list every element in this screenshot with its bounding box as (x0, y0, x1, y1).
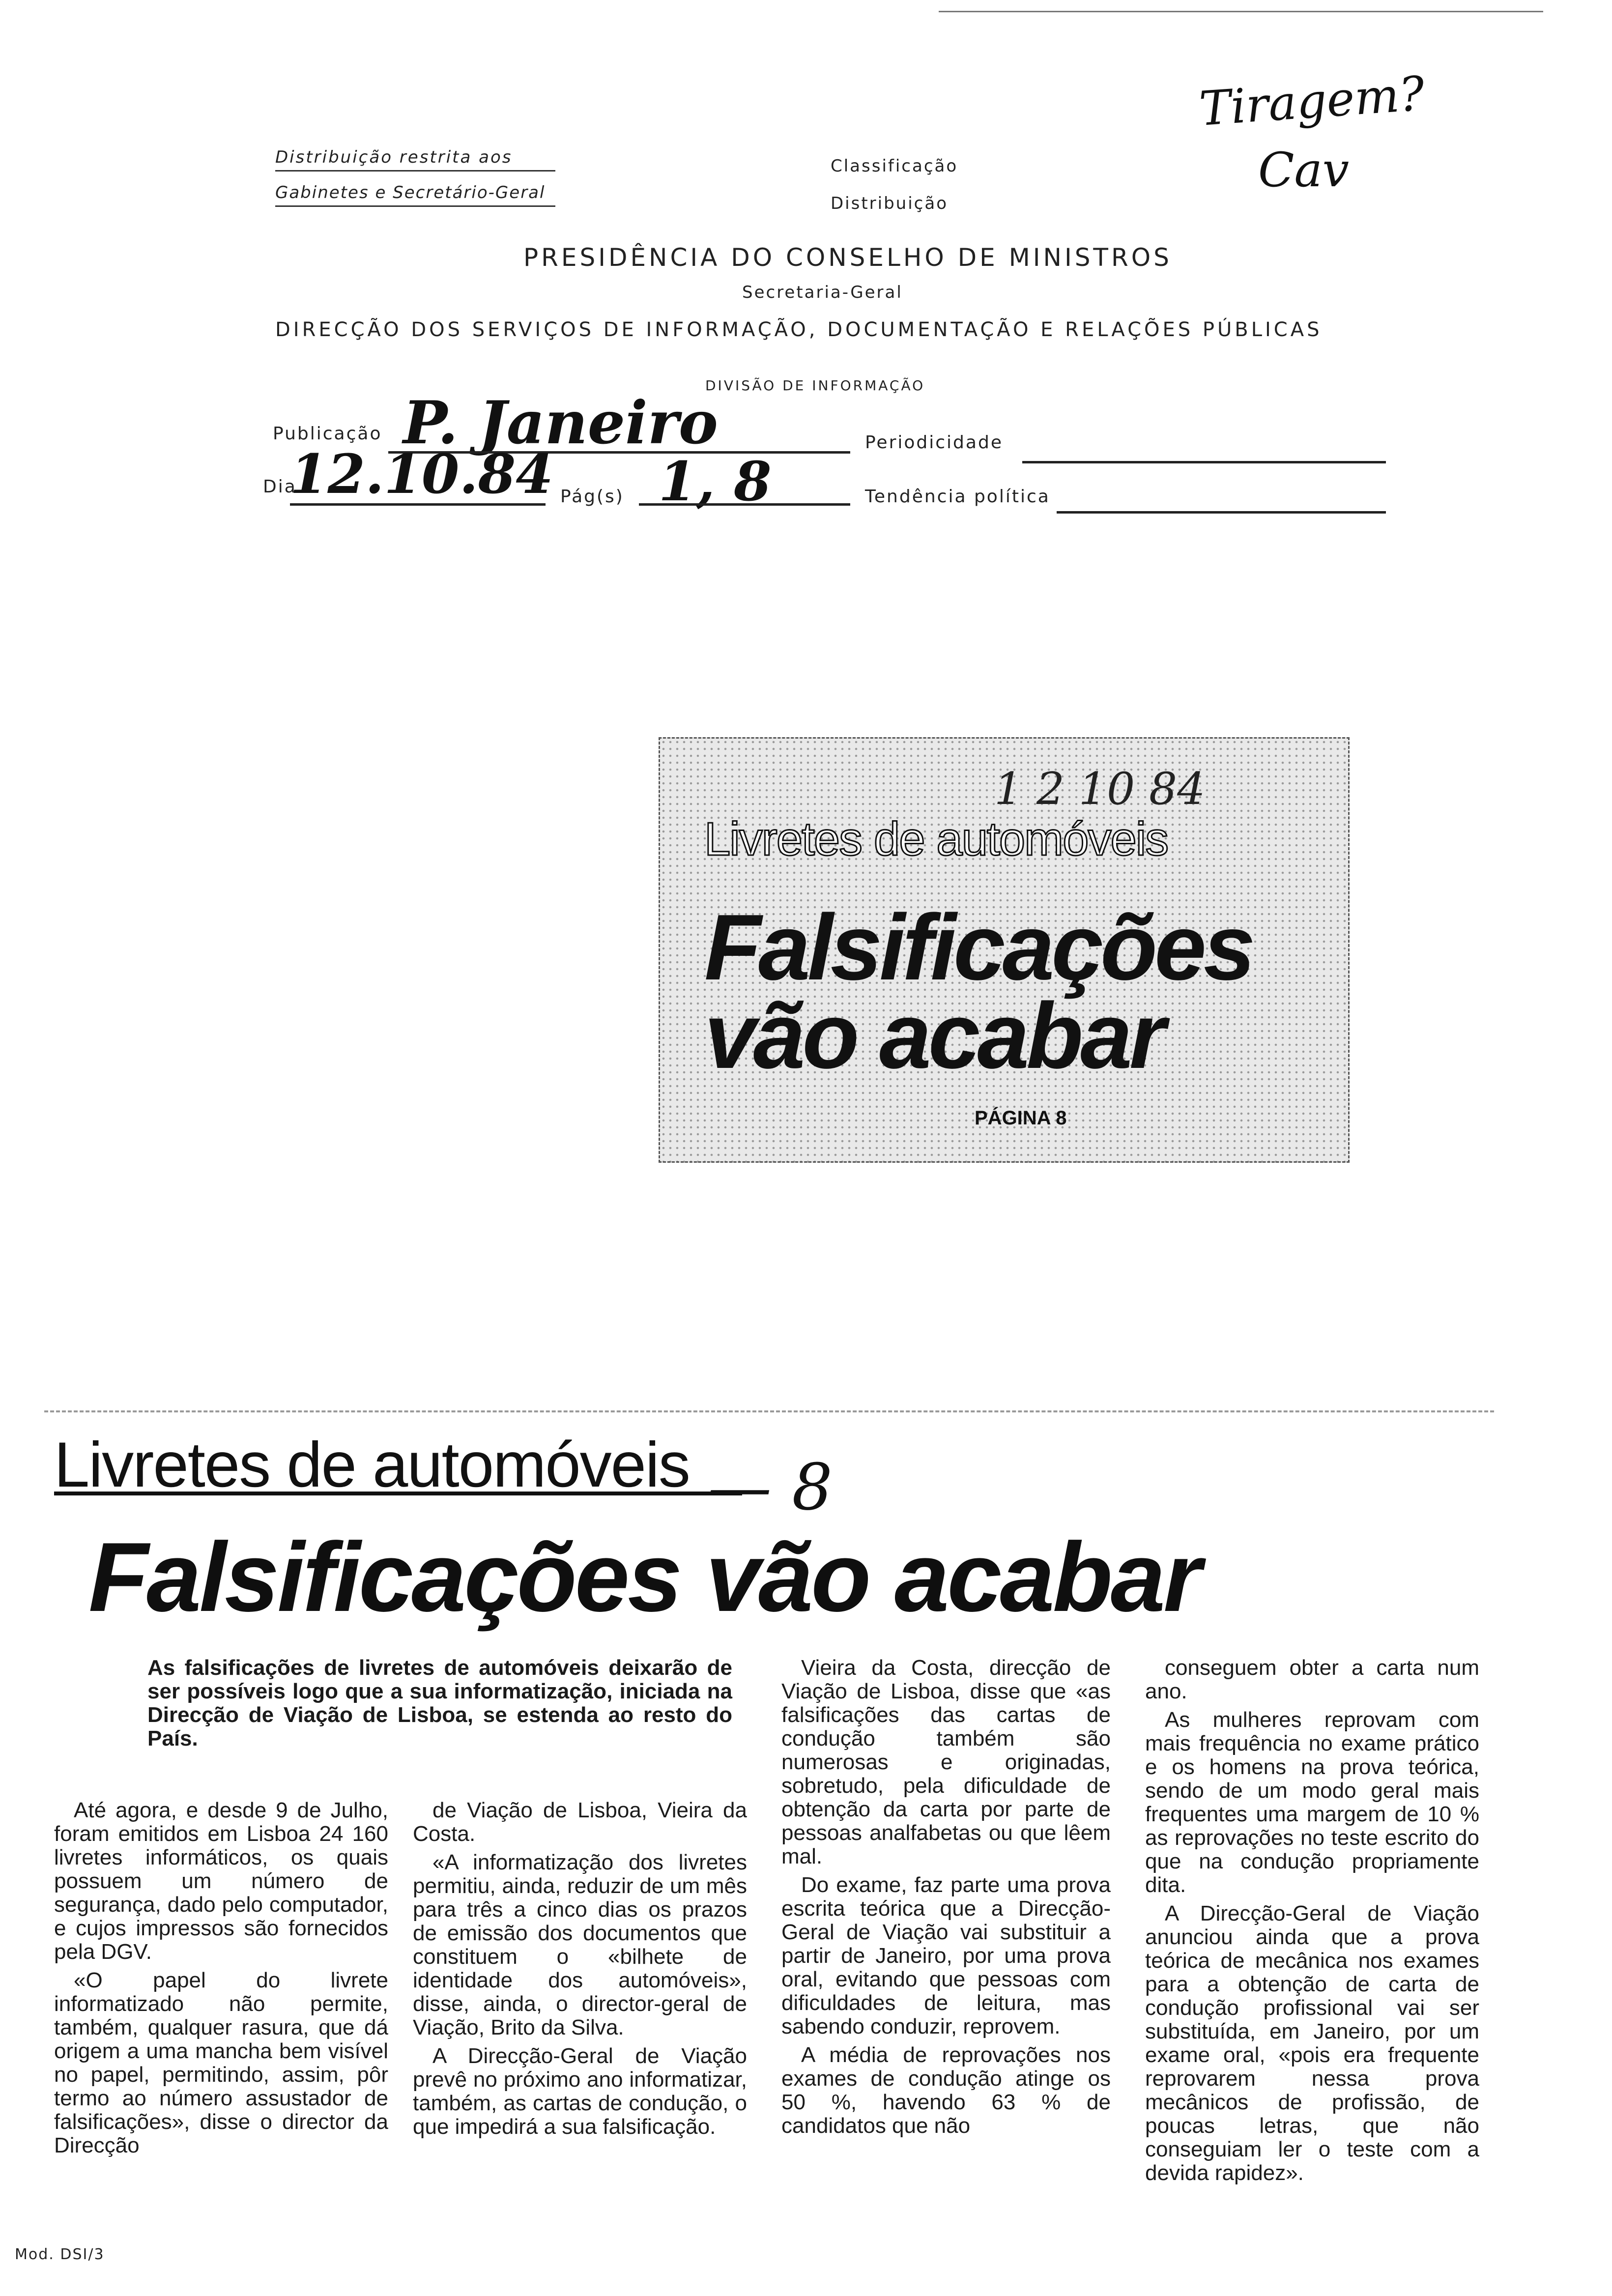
directorate-title: DIRECÇÃO DOS SERVIÇOS DE INFORMAÇÃO, DOCUMENTAÇÃO E RELAÇÕES PÚBLICAS (275, 318, 1323, 341)
pages-line (639, 503, 850, 506)
distribution-line-2: Gabinetes e Secretário-Geral (275, 183, 546, 202)
distribution-underline-2 (275, 205, 555, 207)
tendency-label: Tendência política (865, 487, 1050, 507)
col3-paragraph: Vieira da Costa, direcção de Viação de Lisboa, disse que «as falsificações das cartas de condução também são numerosas e originadas, sobretudo, pela dificuldade de obtenção da carta por parte de pessoas analfabetas ou que lêem mal. (781, 1656, 1111, 1868)
top-rule (939, 11, 1543, 12)
distribution-underline-1 (275, 170, 555, 172)
article-headline: Falsificações vão acabar (88, 1522, 1200, 1632)
handwritten-corner-note-2: Cav (1258, 143, 1349, 198)
distribution-label: Distribuição (831, 194, 949, 213)
tendency-line (1057, 511, 1386, 514)
article-lead: As falsificações de livretes de automóveis deixarão de ser possíveis logo que a sua informatização, iniciada na Direcção de Viação de Lisboa, se estenda ao resto do País. (147, 1656, 732, 1751)
clip-headline-2: vão acabar (704, 984, 1163, 1088)
publication-value: P. Janeiro (403, 388, 718, 458)
pages-value: 1, 8 (659, 450, 772, 513)
handwritten-corner-note: Tiragem? (1197, 66, 1426, 137)
day-label: Dia (263, 477, 297, 497)
org-subtitle: Secretaria-Geral (742, 283, 903, 302)
footer-form-code: Mod. DSI/3 (15, 2246, 105, 2263)
clip-page-ref: PÁGINA 8 (975, 1107, 1067, 1129)
col1-paragraph: «O papel do livrete informatizado não permite, também, qualquer rasura, que dá origem a uma mancha bem visível no papel, permitindo, assim, pôr termo ao número assustador de falsificações», disse o director da Direcção (54, 1968, 388, 2157)
pages-label: Pág(s) (560, 487, 624, 507)
col4-paragraph: conseguem obter a carta num ano. (1145, 1656, 1479, 1703)
col2-paragraph: «A informatização dos livretes permitiu, ainda, reduzir de um mês para três a cinco dias os prazos de emissão dos documentos que constituem o «bilhete de identidade dos automóveis», disse, ainda, o director-geral de Viação, Brito da Silva. (413, 1850, 747, 2039)
division-title: DIVISÃO DE INFORMAÇÃO (705, 377, 925, 394)
day-line (290, 503, 546, 506)
margin-note: — 8 (708, 1450, 833, 1524)
article-column-3 (781, 1656, 1111, 2143)
periodicity-label: Periodicidade (865, 432, 1003, 453)
article-top-dashes (44, 1410, 1494, 1412)
col1-paragraph: Até agora, e desde 9 de Julho, foram emitidos em Lisboa 24 160 livretes informáticos, os quais possuem um número de segurança, dado pelo computador, e cujos impressos são fornecidos pela DGV. (54, 1798, 388, 1964)
article-kicker: Livretes de automóveis (54, 1429, 690, 1500)
article-column-1 (54, 1799, 388, 2162)
article-column-2 (413, 1799, 747, 2144)
publication-label: Publicação (273, 424, 382, 444)
col2-paragraph: de Viação de Lisboa, Vieira da Costa. (413, 1798, 747, 1846)
col4-paragraph: A Direcção-Geral de Viação anunciou ainda que a prova teórica de mecânica nos exames para a obtenção de carta de condução profissional vai ser substituída, em Janeiro, por um exame oral, «pois era frequente reprovarem nessa prova mecânicos de profissão, de poucas letras, que não conseguiam ler o teste com a devida rapidez». (1145, 1901, 1479, 2185)
col3-paragraph: Do exame, faz parte uma prova escrita teórica que a Direcção-Geral de Viação vai substituir a partir de Janeiro, por uma prova oral, evitando que pessoas com dificuldades de leitura, mas sabendo conduzir, reprovem. (781, 1873, 1111, 2038)
classification-label: Classificação (831, 156, 958, 176)
clip-stamp: 1 2 10 84 (994, 763, 1206, 815)
day-value: 12.10.84 (290, 442, 553, 506)
col2-paragraph: A Direcção-Geral de Viação prevê no próximo ano informatizar, também, as cartas de condução, o que impedirá a sua falsificação. (413, 2044, 747, 2139)
col3-paragraph: A média de reprovações nos exames de condução atinge os 50 %, havendo 63 % de candidatos que não (781, 2043, 1111, 2138)
col4-paragraph: As mulheres reprovam com mais frequência no exame prático e os homens na prova teórica, sendo de um modo geral mais frequentes uma margem de 10 % as reprovações no teste escrito do que na condução propriamente dita. (1145, 1708, 1479, 1897)
article-column-4 (1145, 1656, 1479, 2190)
distribution-line-1: Distribuição restrita aos (275, 147, 513, 167)
article-kicker-rule (54, 1492, 742, 1495)
clip-kicker: Livretes de automóveis (704, 813, 1168, 865)
periodicity-line (1022, 461, 1386, 463)
org-title: PRESIDÊNCIA DO CONSELHO DE MINISTROS (523, 243, 1172, 272)
front-page-clipping (659, 737, 1350, 1163)
clip-headline-1: Falsificações (704, 895, 1253, 1000)
